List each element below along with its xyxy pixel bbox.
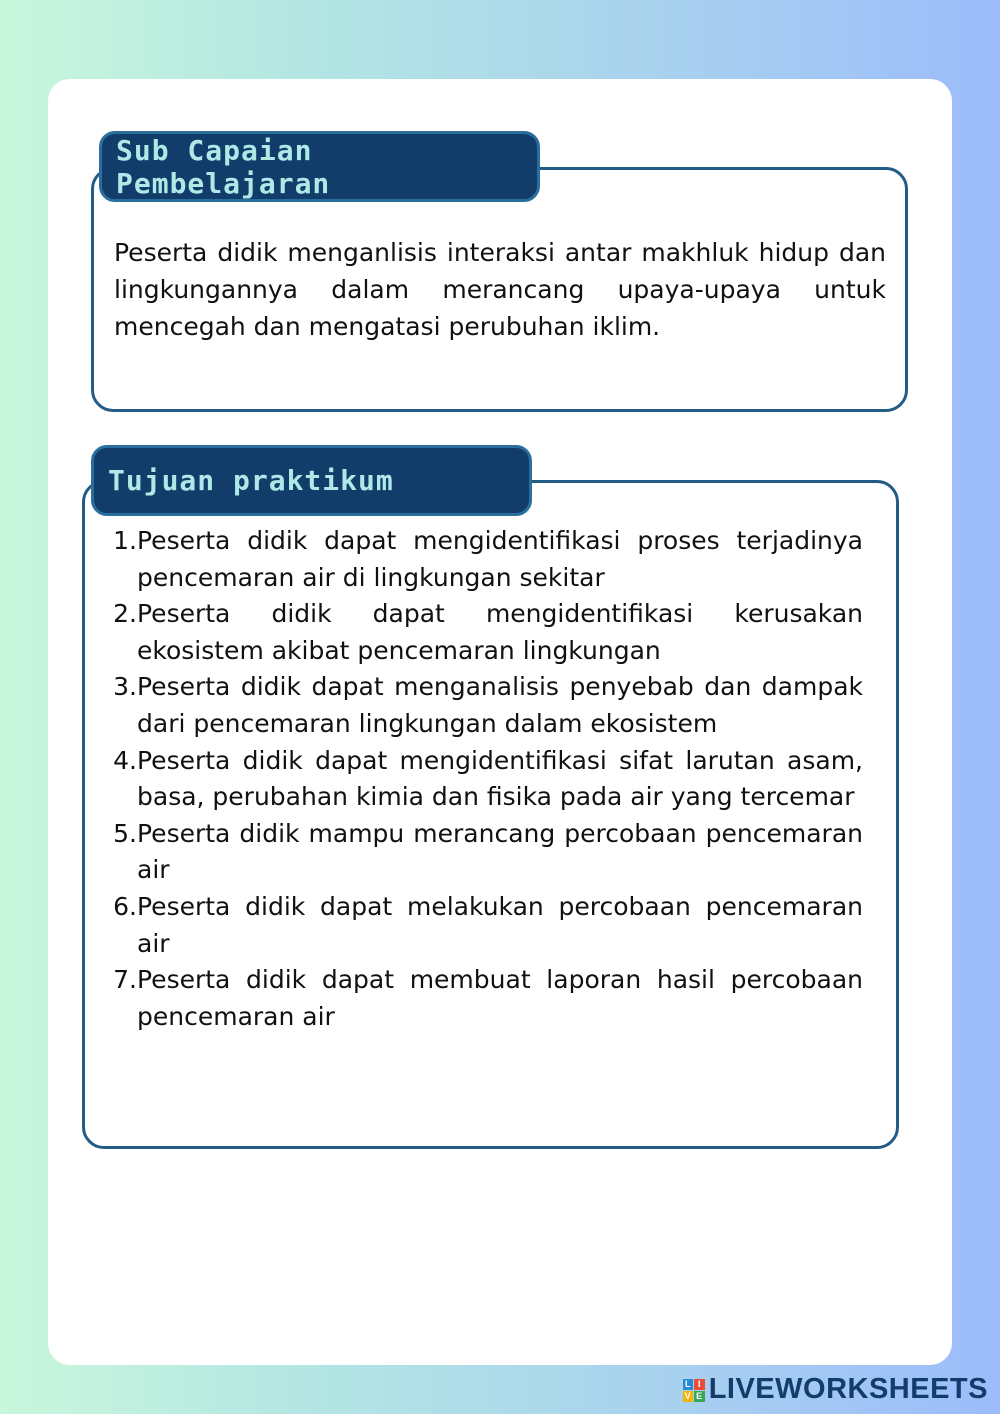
list-item: 3. Peserta didik dapat menganalisis penyebab dan dampak dari pencemaran lingkungan dalam ekosistem bbox=[113, 672, 863, 738]
list-item: 2. Peserta didik dapat mengidentifikasi kerusakan ekosistem akibat pencemaran lingkungan bbox=[113, 599, 863, 665]
list-item: 4. Peserta didik dapat mengidentifikasi sifat larutan asam, basa, perubahan kimia dan fisika pada air yang tercemar bbox=[113, 745, 863, 812]
liveworksheets-logo-icon: L I V E bbox=[684, 1378, 703, 1401]
tujuan-list bbox=[107, 523, 863, 1035]
liveworksheets-brand[interactable] bbox=[683, 1373, 988, 1406]
list-item: 7. Peserta didik dapat membuat laporan hasil percobaan pencemaran air bbox=[113, 965, 863, 1031]
sub-capaian-heading: Sub Capaian Pembelajaran bbox=[99, 131, 540, 202]
list-item: 5. Peserta didik mampu merancang percobaan pencemaran air bbox=[113, 818, 863, 885]
brand-name: LIVEWORKSHEETS bbox=[708, 1373, 988, 1405]
list-item: 1. Peserta didik dapat mengidentifikasi proses terjadinya pencemaran air di lingkungan sekitar bbox=[113, 526, 863, 592]
tujuan-heading: Tujuan praktikum bbox=[91, 445, 532, 516]
list-item: 6. Peserta didik dapat melakukan percobaan pencemaran air bbox=[113, 891, 863, 958]
sub-capaian-text: Peserta didik menganlisis interaksi antar makhluk hidup dan lingkungannya dalam merancang upaya-upaya untuk mencegah dan mengatasi perubuhan iklim. bbox=[114, 238, 886, 341]
